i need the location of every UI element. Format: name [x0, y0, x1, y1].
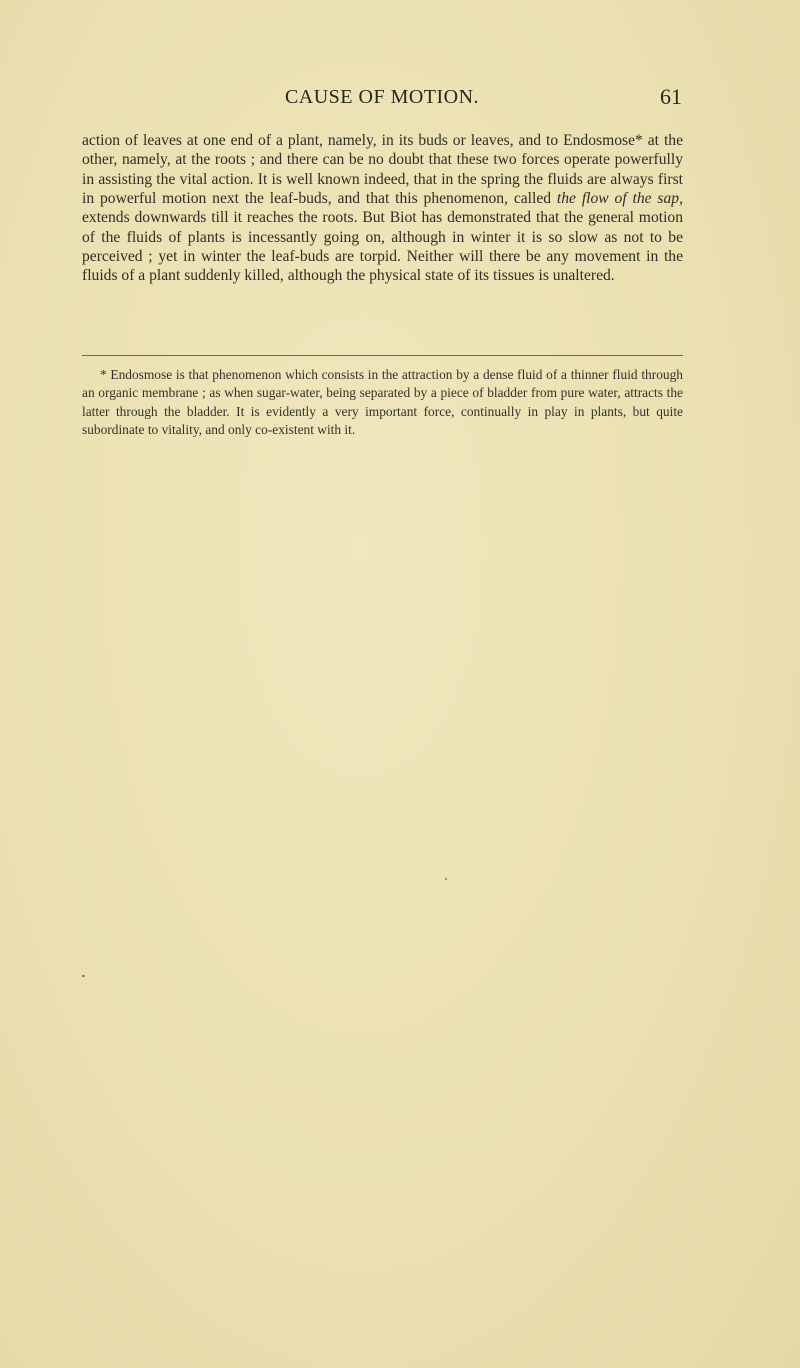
body-text-end: extends downwards till it reaches the roots. But Biot has demonstrated that the general motion of the fluids of plants is incessantly going on, although in winter it is so slow as not to be perceived ; yet in winter the leaf-buds are torpid. Neither will there be any movement in the fluids of a plant suddenly killed, although the physical state of its tissues is unaltered. [82, 209, 683, 285]
body-text-start: action of leaves at one end of a plant, namely, in its buds or leaves, and to Endosmose* at the other, namely, at the roots ; and there can be no doubt that these two forces operate powerfully in assisting the vital action. It is well known indeed, that in the spring the fluids are always first in powerful motion next the leaf-buds, and that this phenomenon, called [82, 132, 683, 208]
paper-speck [445, 878, 447, 880]
page-number: 61 [660, 84, 682, 109]
running-title: CAUSE OF MOTION. [284, 86, 480, 108]
italic-phrase: the flow of the sap, [556, 190, 683, 208]
running-head [82, 86, 682, 116]
footnote-divider [82, 355, 683, 356]
footnote: * Endosmose is that phenomenon which consists in the attraction by a dense fluid of a thinner fluid through an organic membrane ; as when sugar-water, being separated by a piece of bladder from pure water, attracts the latter through the bladder. It is evidently a very important force, continually in play in plants, but quite subordinate to vitality, and only co-existent with it. [82, 367, 683, 438]
paper-speck [82, 975, 85, 977]
body-paragraph [82, 131, 683, 286]
